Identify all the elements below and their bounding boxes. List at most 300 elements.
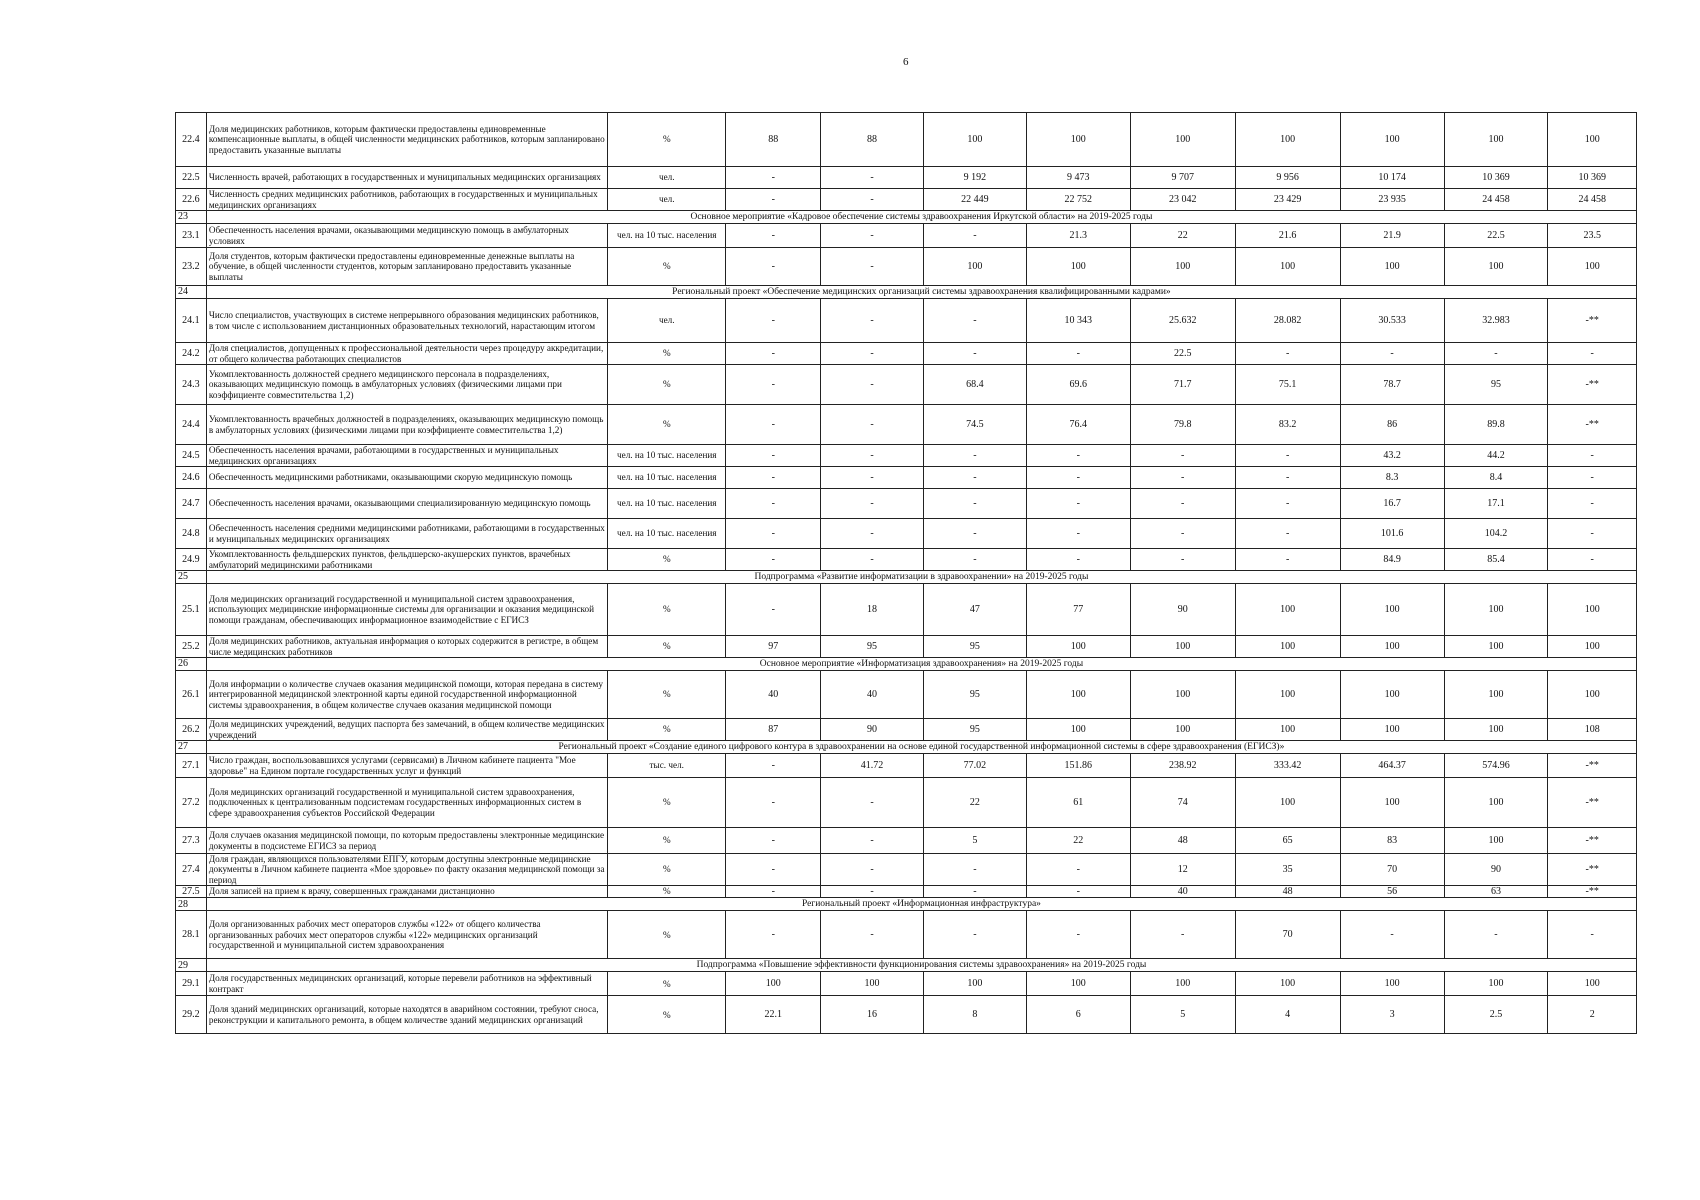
- indicator-value: -: [726, 584, 821, 636]
- indicator-value: -: [1026, 489, 1130, 519]
- indicator-value: 44.2: [1444, 445, 1548, 467]
- indicator-value: 100: [1235, 778, 1340, 828]
- indicator-value: -: [923, 854, 1026, 886]
- indicator-value: 95: [923, 671, 1026, 719]
- indicator-value: 56: [1340, 886, 1444, 898]
- indicator-number: 22.4: [176, 113, 207, 167]
- indicator-value: 75.1: [1235, 365, 1340, 405]
- indicator-value: 47: [923, 584, 1026, 636]
- table-row: [176, 549, 1637, 571]
- indicator-name: Укомплектованность врачебных должностей в подразделениях, оказывающих медицинскую помощь в амбулаторных условиях (физическими лицами при коэффициенте совместительства 1,2): [206, 405, 607, 445]
- indicator-value: 100: [1235, 584, 1340, 636]
- indicator-value: 100: [1235, 113, 1340, 167]
- table-row: [176, 445, 1637, 467]
- indicator-value: 100: [1548, 636, 1637, 658]
- section-row: [176, 286, 1637, 299]
- indicator-value: 88: [726, 113, 821, 167]
- indicator-value: 8.3: [1340, 467, 1444, 489]
- indicator-value: 70: [1340, 854, 1444, 886]
- indicator-number: 27.3: [176, 828, 207, 854]
- table-row: [176, 972, 1637, 996]
- indicator-value: 23 042: [1130, 189, 1235, 211]
- table-row: [176, 489, 1637, 519]
- indicator-unit: чел. на 10 тыс. населения: [608, 489, 726, 519]
- indicator-value: 100: [923, 113, 1026, 167]
- indicator-value: -: [821, 343, 924, 365]
- indicator-value: 21.6: [1235, 224, 1340, 248]
- indicator-value: 43.2: [1340, 445, 1444, 467]
- indicator-value: 23.5: [1548, 224, 1637, 248]
- table-row: [176, 113, 1637, 167]
- indicator-unit: %: [608, 854, 726, 886]
- indicator-unit: %: [608, 886, 726, 898]
- indicator-value: -: [1026, 519, 1130, 549]
- indicator-value: 21.9: [1340, 224, 1444, 248]
- indicator-value: -: [821, 519, 924, 549]
- indicator-value: -: [726, 189, 821, 211]
- indicator-value: -: [923, 489, 1026, 519]
- indicator-value: -: [726, 754, 821, 778]
- indicator-value: -: [1340, 911, 1444, 959]
- indicator-value: 9 956: [1235, 167, 1340, 189]
- indicator-value: 100: [1340, 719, 1444, 741]
- indicator-value: 3: [1340, 996, 1444, 1034]
- table-row: [176, 405, 1637, 445]
- indicator-value: 100: [1340, 113, 1444, 167]
- indicator-name: Доля государственных медицинских организаций, которые перевели работников на эффективный контракт: [206, 972, 607, 996]
- indicator-value: 18: [821, 584, 924, 636]
- indicator-value: 74: [1130, 778, 1235, 828]
- indicator-value: 40: [821, 671, 924, 719]
- indicator-value: -: [821, 248, 924, 286]
- indicator-value: 77: [1026, 584, 1130, 636]
- indicator-value: 100: [923, 248, 1026, 286]
- indicator-value: -: [1548, 489, 1637, 519]
- indicator-number: 29.1: [176, 972, 207, 996]
- indicator-value: -: [923, 519, 1026, 549]
- indicator-value: 35: [1235, 854, 1340, 886]
- indicator-number: 22.6: [176, 189, 207, 211]
- indicator-value: 100: [1444, 636, 1548, 658]
- indicator-value: 100: [821, 972, 924, 996]
- section-title: Основное мероприятие «Кадровое обеспечение системы здравоохранения Иркутской области» на 2019-2025 годы: [206, 211, 1636, 224]
- indicator-value: 48: [1235, 886, 1340, 898]
- indicator-value: 100: [1444, 828, 1548, 854]
- section-title: Региональный проект «Создание единого цифрового контура в здравоохранении на основе единой государственной информационной системы в сфере здравоохранения (ЕГИСЗ)»: [206, 741, 1636, 754]
- indicator-value: -: [726, 299, 821, 343]
- indicator-value: -**: [1548, 886, 1637, 898]
- indicator-name: Число граждан, воспользовавшихся услугами (сервисами) в Личном кабинете пациента "Мое здоровье" на Едином портале государственных услуг и функций: [206, 754, 607, 778]
- indicator-value: -: [726, 445, 821, 467]
- section-title: Региональный проект «Обеспечение медицинских организаций системы здравоохранения квалифицированными кадрами»: [206, 286, 1636, 299]
- indicator-value: -: [821, 224, 924, 248]
- indicator-value: -**: [1548, 778, 1637, 828]
- indicator-unit: тыс. чел.: [608, 754, 726, 778]
- indicator-value: 100: [1444, 584, 1548, 636]
- indicator-number: 26.2: [176, 719, 207, 741]
- indicator-unit: %: [608, 405, 726, 445]
- indicator-value: -: [923, 467, 1026, 489]
- indicator-value: -: [726, 405, 821, 445]
- indicator-value: 89.8: [1444, 405, 1548, 445]
- table-row: [176, 189, 1637, 211]
- section-row: [176, 571, 1637, 584]
- indicator-value: 21.3: [1026, 224, 1130, 248]
- indicator-value: 22 449: [923, 189, 1026, 211]
- indicator-value: 70: [1235, 911, 1340, 959]
- indicator-value: 5: [1130, 996, 1235, 1034]
- indicator-value: 100: [1130, 248, 1235, 286]
- indicator-number: 28.1: [176, 911, 207, 959]
- indicator-value: -: [1548, 519, 1637, 549]
- indicator-name: Доля организованных рабочих мест операторов службы «122» от общего количества организованных рабочих мест операторов службы «122» медицинских организаций государственной и муниципальной систем здравоохранения: [206, 911, 607, 959]
- indicator-value: 22: [1130, 224, 1235, 248]
- indicator-number: 24.9: [176, 549, 207, 571]
- indicator-value: -: [821, 299, 924, 343]
- table-row: [176, 996, 1637, 1034]
- indicator-value: 100: [1340, 972, 1444, 996]
- indicator-value: 24 458: [1548, 189, 1637, 211]
- indicator-name: Доля граждан, являющихся пользователями ЕПГУ, которым доступны электронные медицинские документы в Личном кабинете пациента «Мое здоровье» по факту оказания медицинской помощи за период: [206, 854, 607, 886]
- table-row: [176, 224, 1637, 248]
- indicator-value: 4: [1235, 996, 1340, 1034]
- indicator-number: 25.1: [176, 584, 207, 636]
- indicator-value: -: [1444, 911, 1548, 959]
- indicator-value: 2.5: [1444, 996, 1548, 1034]
- section-title: Основное мероприятие «Информатизация здравоохранения» на 2019-2025 годы: [206, 658, 1636, 671]
- indicator-name: Число специалистов, участвующих в системе непрерывного образования медицинских работников, в том числе с использованием дистанционных образовательных технологий, нарастающим итогом: [206, 299, 607, 343]
- indicator-value: 16: [821, 996, 924, 1034]
- indicator-name: Обеспеченность населения врачами, оказывающими медицинскую помощь в амбулаторных условиях: [206, 224, 607, 248]
- indicator-value: 101.6: [1340, 519, 1444, 549]
- indicator-value: 100: [726, 972, 821, 996]
- indicator-value: 17.1: [1444, 489, 1548, 519]
- indicator-value: 32.983: [1444, 299, 1548, 343]
- indicator-value: 84.9: [1340, 549, 1444, 571]
- indicator-number: 24.4: [176, 405, 207, 445]
- section-title: Подпрограмма «Повышение эффективности функционирования системы здравоохранения» на 2019-2025 годы: [206, 959, 1636, 972]
- indicator-value: 9 707: [1130, 167, 1235, 189]
- indicator-value: 100: [1444, 778, 1548, 828]
- indicator-name: Обеспеченность населения средними медицинскими работниками, работающими в государственных и муниципальных медицинских организациях: [206, 519, 607, 549]
- section-row: [176, 211, 1637, 224]
- indicator-value: 5: [923, 828, 1026, 854]
- indicator-value: 100: [1130, 719, 1235, 741]
- indicator-unit: %: [608, 828, 726, 854]
- table-row: [176, 854, 1637, 886]
- table-row: [176, 778, 1637, 828]
- indicator-unit: %: [608, 584, 726, 636]
- indicator-value: -: [726, 248, 821, 286]
- indicator-value: -: [726, 778, 821, 828]
- indicator-number: 29.2: [176, 996, 207, 1034]
- table-row: [176, 886, 1637, 898]
- indicator-value: 83.2: [1235, 405, 1340, 445]
- indicator-value: 108: [1548, 719, 1637, 741]
- indicator-unit: %: [608, 911, 726, 959]
- indicator-number: 24.5: [176, 445, 207, 467]
- indicator-value: -: [1548, 911, 1637, 959]
- indicator-name: Доля студентов, которым фактически предоставлены единовременные денежные выплаты на обучение, в общей численности студентов, которым запланировано предоставить указанные выплаты: [206, 248, 607, 286]
- table-row: [176, 828, 1637, 854]
- indicator-value: -: [1548, 343, 1637, 365]
- indicator-unit: %: [608, 996, 726, 1034]
- indicator-value: 83: [1340, 828, 1444, 854]
- indicator-value: 9 192: [923, 167, 1026, 189]
- indicator-value: -: [1026, 911, 1130, 959]
- indicator-value: 100: [1444, 113, 1548, 167]
- indicator-value: 86: [1340, 405, 1444, 445]
- indicator-value: -: [726, 224, 821, 248]
- indicator-value: -**: [1548, 405, 1637, 445]
- indicator-value: -: [821, 467, 924, 489]
- indicator-value: 100: [1235, 248, 1340, 286]
- indicator-value: 100: [1026, 972, 1130, 996]
- indicator-value: -: [726, 886, 821, 898]
- indicator-number: 24.8: [176, 519, 207, 549]
- indicator-value: -: [726, 343, 821, 365]
- indicator-value: -: [1026, 343, 1130, 365]
- indicator-unit: %: [608, 671, 726, 719]
- indicator-value: -: [1130, 445, 1235, 467]
- indicator-unit: чел. на 10 тыс. населения: [608, 467, 726, 489]
- indicator-value: -: [821, 778, 924, 828]
- indicator-value: 68.4: [923, 365, 1026, 405]
- table-row: [176, 467, 1637, 489]
- indicator-value: -: [923, 886, 1026, 898]
- section-number: 28: [176, 898, 207, 911]
- indicator-value: 100: [1548, 113, 1637, 167]
- indicator-value: -: [821, 549, 924, 571]
- indicator-value: 23 935: [1340, 189, 1444, 211]
- indicator-value: 95: [923, 636, 1026, 658]
- indicator-name: Укомплектованность фельдшерских пунктов, фельдшерско-акушерских пунктов, врачебных амбулаторий медицинскими работниками: [206, 549, 607, 571]
- indicator-value: 100: [1444, 972, 1548, 996]
- indicator-value: -: [923, 224, 1026, 248]
- indicator-value: 90: [1130, 584, 1235, 636]
- indicator-value: -: [821, 405, 924, 445]
- indicator-value: 88: [821, 113, 924, 167]
- indicator-unit: чел. на 10 тыс. населения: [608, 445, 726, 467]
- indicator-value: -: [923, 549, 1026, 571]
- indicator-unit: %: [608, 248, 726, 286]
- indicator-unit: %: [608, 636, 726, 658]
- indicator-name: Численность средних медицинских работников, работающих в государственных и муниципальных медицинских организациях: [206, 189, 607, 211]
- section-row: [176, 959, 1637, 972]
- indicator-unit: %: [608, 365, 726, 405]
- indicator-value: -: [1130, 489, 1235, 519]
- indicator-value: -: [1548, 445, 1637, 467]
- table-row: [176, 754, 1637, 778]
- indicator-value: 95: [923, 719, 1026, 741]
- indicator-value: -: [1235, 445, 1340, 467]
- indicator-value: 30.533: [1340, 299, 1444, 343]
- section-number: 26: [176, 658, 207, 671]
- indicator-value: 100: [1340, 636, 1444, 658]
- indicator-value: 28.082: [1235, 299, 1340, 343]
- indicator-value: -: [1548, 549, 1637, 571]
- indicator-value: 16.7: [1340, 489, 1444, 519]
- indicator-value: 48: [1130, 828, 1235, 854]
- indicator-value: -: [821, 886, 924, 898]
- indicator-value: -: [923, 343, 1026, 365]
- section-row: [176, 658, 1637, 671]
- indicator-name: Численность врачей, работающих в государственных и муниципальных медицинских организациях: [206, 167, 607, 189]
- table-row: [176, 519, 1637, 549]
- table-row: [176, 248, 1637, 286]
- indicator-value: 100: [923, 972, 1026, 996]
- indicator-name: Доля информации о количестве случаев оказания медицинской помощи, которая передана в систему интегрированной медицинской электронной карты единой государственной информационной системы здравоохранения, в общем количестве случаев оказания медицинской помощи: [206, 671, 607, 719]
- indicator-value: -: [1235, 489, 1340, 519]
- indicator-value: 100: [1444, 719, 1548, 741]
- indicator-unit: чел.: [608, 167, 726, 189]
- indicator-name: Доля случаев оказания медицинской помощи, по которым предоставлены электронные медицинские документы в подсистеме ЕГИСЗ за период: [206, 828, 607, 854]
- indicator-value: -: [1130, 467, 1235, 489]
- indicator-value: 12: [1130, 854, 1235, 886]
- indicator-value: 71.7: [1130, 365, 1235, 405]
- section-title: Региональный проект «Информационная инфраструктура»: [206, 898, 1636, 911]
- indicator-number: 27.1: [176, 754, 207, 778]
- indicator-value: -: [1235, 519, 1340, 549]
- indicator-value: 100: [1235, 636, 1340, 658]
- indicator-value: -: [821, 189, 924, 211]
- indicator-value: 74.5: [923, 405, 1026, 445]
- indicator-value: 100: [1548, 671, 1637, 719]
- section-number: 23: [176, 211, 207, 224]
- indicator-value: 464.37: [1340, 754, 1444, 778]
- section-title: Подпрограмма «Развитие информатизации в здравоохранении» на 2019-2025 годы: [206, 571, 1636, 584]
- indicator-value: 90: [821, 719, 924, 741]
- indicator-value: 22: [923, 778, 1026, 828]
- indicator-value: -: [821, 854, 924, 886]
- indicator-name: Доля медицинских организаций государственной и муниципальной систем здравоохранения, подключенных к централизованным подсистемам государственных информационных систем в сфере здравоохранения субъектов Российской Федерации: [206, 778, 607, 828]
- indicator-name: Укомплектованность должностей среднего медицинского персонала в подразделениях, оказывающих медицинскую помощь в амбулаторных условиях (физическими лицами при коэффициенте совместительства 1,2): [206, 365, 607, 405]
- indicator-value: 10 174: [1340, 167, 1444, 189]
- indicator-value: 100: [1235, 972, 1340, 996]
- indicator-value: 25.632: [1130, 299, 1235, 343]
- indicator-value: 333.42: [1235, 754, 1340, 778]
- indicator-value: 65: [1235, 828, 1340, 854]
- indicator-value: 2: [1548, 996, 1637, 1034]
- indicator-value: 100: [1026, 671, 1130, 719]
- indicator-value: -: [1235, 343, 1340, 365]
- indicator-value: -: [726, 167, 821, 189]
- indicator-value: 95: [1444, 365, 1548, 405]
- indicator-value: 100: [1026, 719, 1130, 741]
- indicator-value: 6: [1026, 996, 1130, 1034]
- indicator-value: -: [1026, 549, 1130, 571]
- indicator-value: 100: [1340, 584, 1444, 636]
- indicator-unit: %: [608, 972, 726, 996]
- indicator-name: Доля медицинских учреждений, ведущих паспорта без замечаний, в общем количестве медицинских учреждений: [206, 719, 607, 741]
- section-number: 24: [176, 286, 207, 299]
- indicator-value: -: [1026, 854, 1130, 886]
- indicator-value: 100: [1340, 671, 1444, 719]
- indicator-value: 22: [1026, 828, 1130, 854]
- indicator-value: -**: [1548, 754, 1637, 778]
- indicator-value: 100: [1130, 972, 1235, 996]
- indicator-value: 22.1: [726, 996, 821, 1034]
- indicator-value: 100: [1130, 671, 1235, 719]
- indicator-value: -: [726, 828, 821, 854]
- indicator-value: 100: [1130, 636, 1235, 658]
- indicator-value: -**: [1548, 828, 1637, 854]
- indicator-value: -: [821, 445, 924, 467]
- indicator-value: 87: [726, 719, 821, 741]
- indicator-value: 10 343: [1026, 299, 1130, 343]
- indicator-value: -: [1235, 549, 1340, 571]
- section-number: 25: [176, 571, 207, 584]
- indicator-value: -: [1548, 467, 1637, 489]
- indicator-value: -: [923, 445, 1026, 467]
- indicator-value: 238.92: [1130, 754, 1235, 778]
- indicator-value: -: [923, 911, 1026, 959]
- indicator-value: -: [726, 911, 821, 959]
- indicator-value: 100: [1026, 636, 1130, 658]
- table-row: [176, 671, 1637, 719]
- section-row: [176, 741, 1637, 754]
- indicator-value: 100: [1235, 719, 1340, 741]
- indicator-value: -: [1026, 886, 1130, 898]
- indicator-value: 90: [1444, 854, 1548, 886]
- indicator-value: 69.6: [1026, 365, 1130, 405]
- table-row: [176, 167, 1637, 189]
- indicator-value: -: [821, 365, 924, 405]
- indicator-value: 151.86: [1026, 754, 1130, 778]
- indicator-number: 24.7: [176, 489, 207, 519]
- indicator-value: -: [821, 167, 924, 189]
- indicator-name: Доля специалистов, допущенных к профессиональной деятельности через процедуру аккредитации, от общего количества работающих специалистов: [206, 343, 607, 365]
- indicator-value: 100: [1444, 671, 1548, 719]
- indicator-unit: %: [608, 719, 726, 741]
- indicator-unit: чел. на 10 тыс. населения: [608, 519, 726, 549]
- indicator-value: 22.5: [1444, 224, 1548, 248]
- indicator-value: -: [821, 828, 924, 854]
- indicator-value: -**: [1548, 854, 1637, 886]
- indicator-value: 41.72: [821, 754, 924, 778]
- indicator-value: -: [1235, 467, 1340, 489]
- table-row: [176, 719, 1637, 741]
- indicator-unit: чел. на 10 тыс. населения: [608, 224, 726, 248]
- indicator-unit: чел.: [608, 299, 726, 343]
- indicator-value: 22 752: [1026, 189, 1130, 211]
- indicator-value: -: [726, 467, 821, 489]
- indicator-value: -: [1444, 343, 1548, 365]
- indicator-value: -: [1340, 343, 1444, 365]
- indicator-value: -: [726, 365, 821, 405]
- table-row: [176, 636, 1637, 658]
- indicator-name: Обеспеченность населения врачами, работающими в государственных и муниципальных медицинских организациях: [206, 445, 607, 467]
- indicator-value: 10 369: [1548, 167, 1637, 189]
- table-body: [176, 113, 1637, 1034]
- indicator-name: Обеспеченность населения врачами, оказывающими специализированную медицинскую помощь: [206, 489, 607, 519]
- indicator-name: Доля записей на прием к врачу, совершенных гражданами дистанционно: [206, 886, 607, 898]
- indicator-value: 23 429: [1235, 189, 1340, 211]
- indicator-value: 100: [1340, 248, 1444, 286]
- indicator-number: 25.2: [176, 636, 207, 658]
- table-row: [176, 365, 1637, 405]
- indicator-value: -: [1026, 467, 1130, 489]
- indicator-value: 100: [1340, 778, 1444, 828]
- section-number: 27: [176, 741, 207, 754]
- table-row: [176, 343, 1637, 365]
- indicator-number: 23.2: [176, 248, 207, 286]
- indicator-name: Доля зданий медицинских организаций, которые находятся в аварийном состоянии, требуют сноса, реконструкции и капитального ремонта, в общем количестве зданий медицинских организаций: [206, 996, 607, 1034]
- indicator-value: 79.8: [1130, 405, 1235, 445]
- indicator-value: -: [1026, 445, 1130, 467]
- indicator-value: 100: [1548, 584, 1637, 636]
- indicator-value: 100: [1235, 671, 1340, 719]
